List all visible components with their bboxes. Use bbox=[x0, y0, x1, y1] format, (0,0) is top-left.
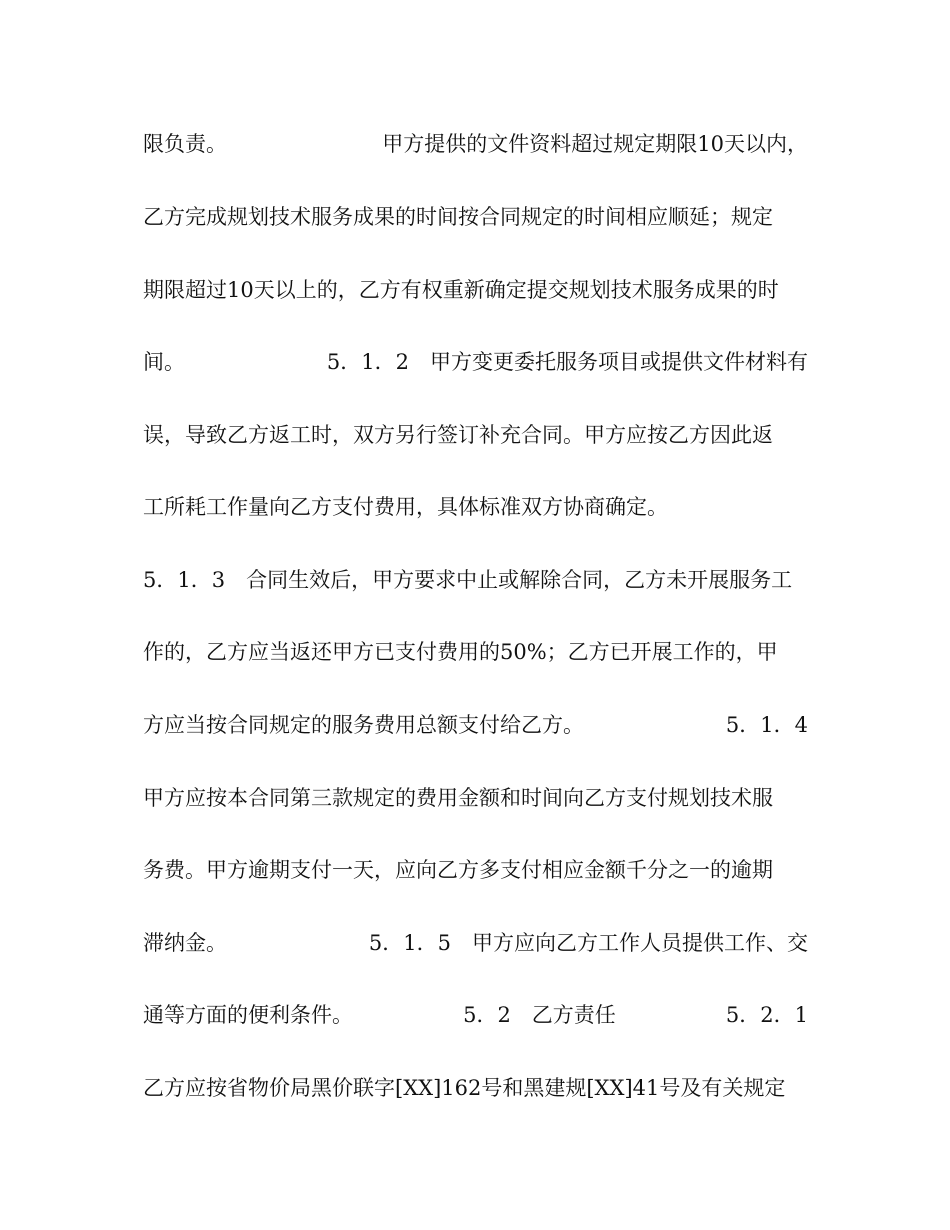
text-segment: 工所耗工作量向乙方支付费用，具体标准双方协商确定。 bbox=[143, 495, 668, 519]
text-line-7 bbox=[143, 565, 808, 595]
text-segment: 5．1．4 bbox=[725, 713, 808, 737]
text-line-4 bbox=[143, 347, 808, 377]
text-line-14 bbox=[143, 1073, 808, 1103]
text-segment: 间。 bbox=[143, 350, 185, 374]
text-line-13 bbox=[143, 1000, 808, 1030]
text-segment: 甲方提供的文件资料超过规定期限10天以内， bbox=[382, 132, 808, 156]
text-segment: 乙方完成规划技术服务成果的时间按合同规定的时间相应顺延；规定 bbox=[143, 205, 773, 229]
text-line-1 bbox=[143, 129, 808, 159]
text-line-10 bbox=[143, 783, 808, 813]
text-segment: 误，导致乙方返工时，双方另行签订补充合同。甲方应按乙方因此返 bbox=[143, 423, 773, 447]
text-segment: 5．2 乙方责任 bbox=[463, 1003, 616, 1027]
text-line-9 bbox=[143, 710, 808, 740]
text-segment: 甲方应按本合同第三款规定的费用金额和时间向乙方支付规划技术服 bbox=[143, 786, 773, 810]
text-segment: 滞纳金。 bbox=[143, 931, 227, 955]
text-segment: 通等方面的便利条件。 bbox=[143, 1003, 353, 1027]
text-segment: 务费。甲方逾期支付一天，应向乙方多支付相应金额千分之一的逾期 bbox=[143, 858, 773, 882]
text-line-11 bbox=[143, 855, 808, 885]
text-line-8 bbox=[143, 637, 808, 667]
text-segment: 限负责。 bbox=[143, 132, 227, 156]
text-line-6 bbox=[143, 492, 808, 522]
text-line-2 bbox=[143, 202, 808, 232]
text-line-3 bbox=[143, 275, 808, 305]
text-segment: 5．1．5 甲方应向乙方工作人员提供工作、交 bbox=[368, 931, 808, 955]
text-segment: 期限超过10天以上的，乙方有权重新确定提交规划技术服务成果的时 bbox=[143, 278, 779, 302]
text-segment: 5．2．1 bbox=[725, 1003, 808, 1027]
text-segment: 作的，乙方应当返还甲方已支付费用的50%；乙方已开展工作的，甲 bbox=[143, 640, 778, 664]
text-line-12 bbox=[143, 928, 808, 958]
text-segment: 5．1．2 甲方变更委托服务项目或提供文件材料有 bbox=[326, 350, 808, 374]
text-line-5 bbox=[143, 420, 808, 450]
text-segment: 5．1．3 合同生效后，甲方要求中止或解除合同，乙方未开展服务工 bbox=[143, 568, 793, 592]
text-segment: 乙方应按省物价局黑价联字[XX]162号和黑建规[XX]41号及有关规定 bbox=[143, 1076, 786, 1100]
text-segment: 方应当按合同规定的服务费用总额支付给乙方。 bbox=[143, 713, 584, 737]
